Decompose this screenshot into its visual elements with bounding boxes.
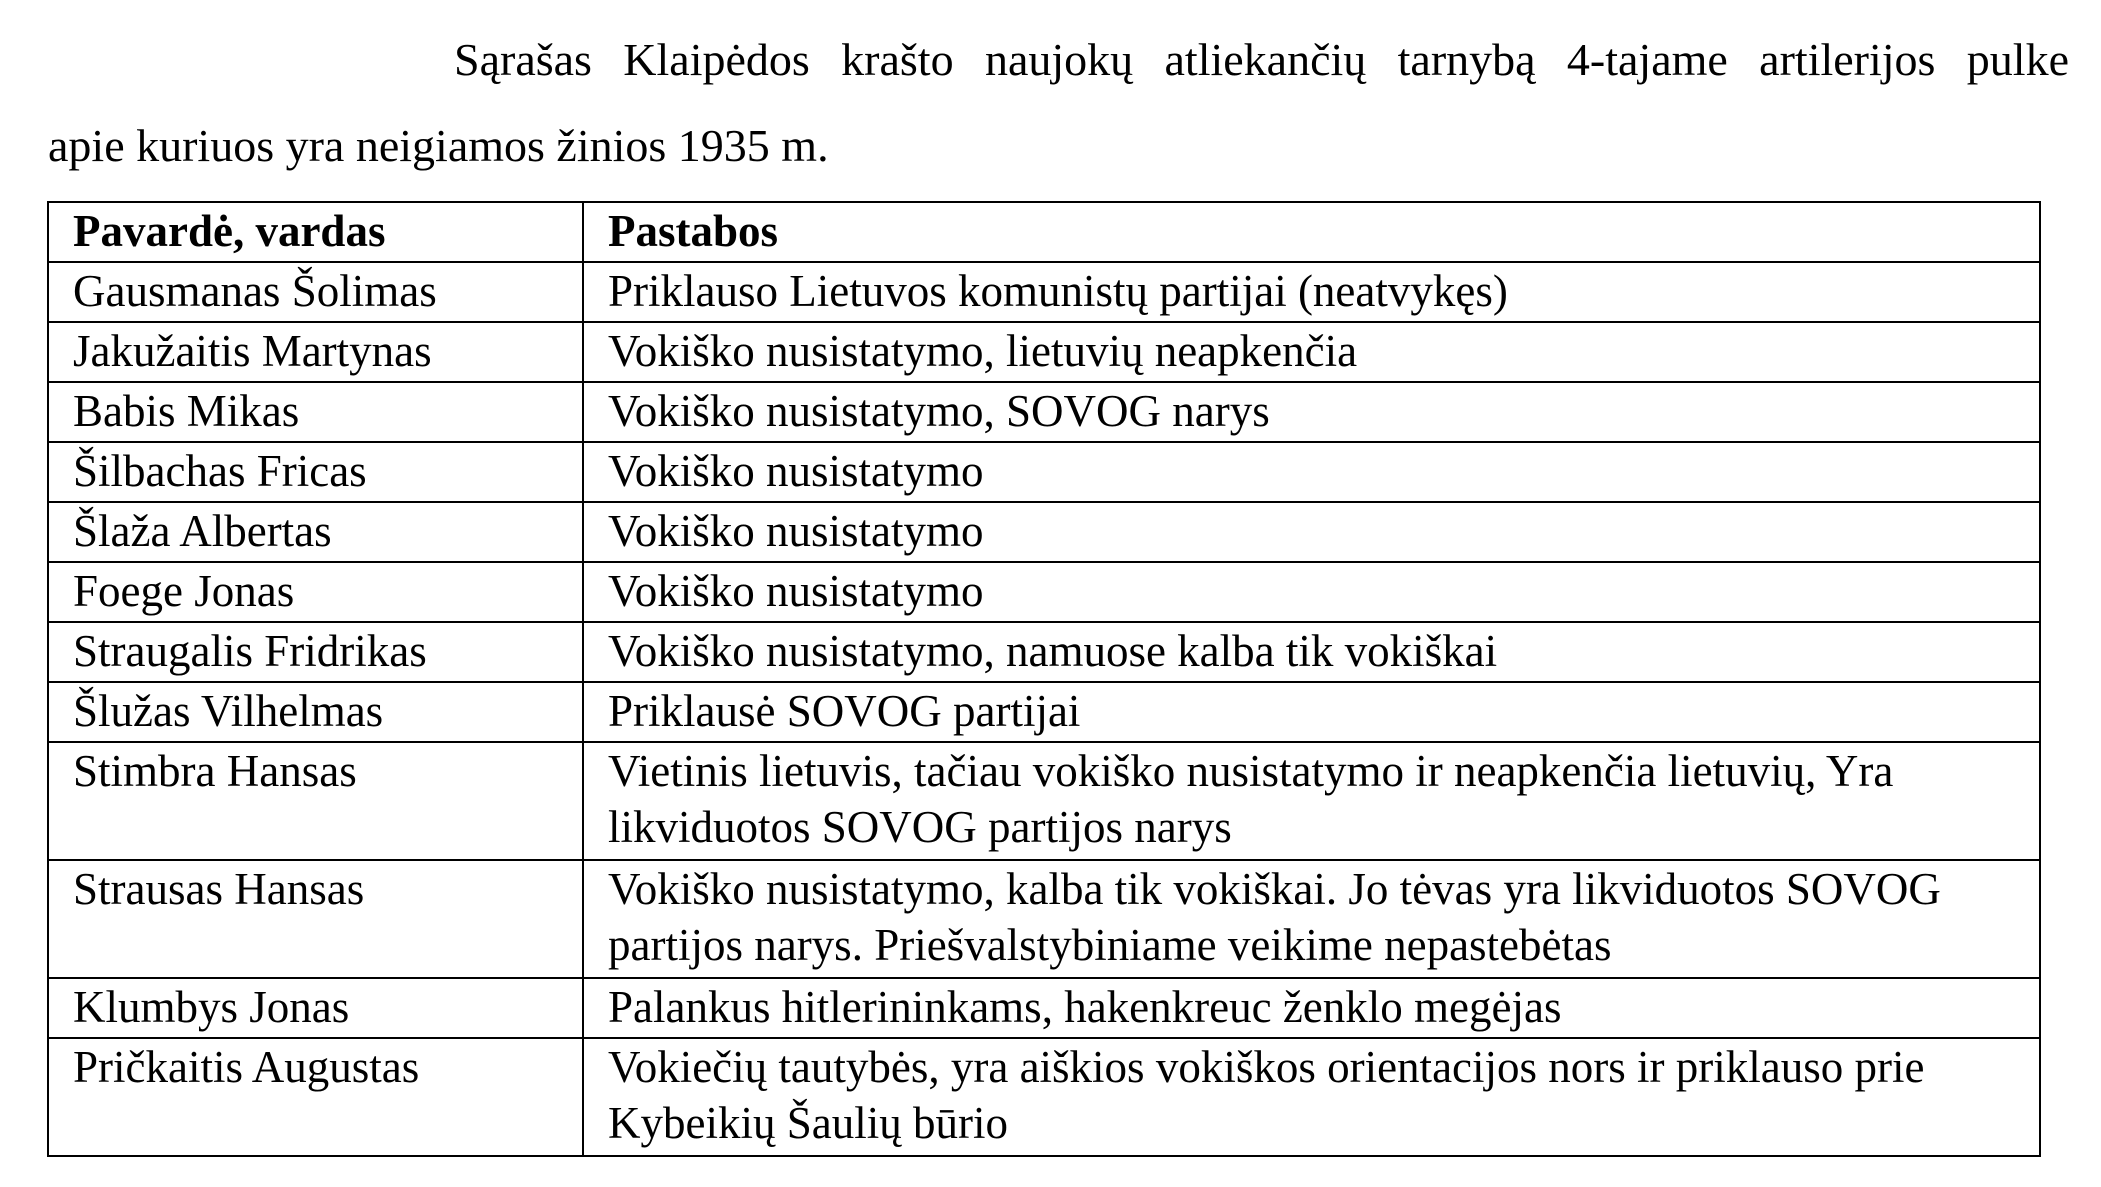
table-row (48, 382, 2040, 442)
row-name-cell: Strausas Hansas (48, 860, 583, 978)
table-row (48, 682, 2040, 742)
row-name-cell: Foege Jonas (48, 562, 583, 622)
table-row (48, 322, 2040, 382)
row-note-cell: Vokiško nusistatymo, lietuvių neapkenčia (583, 322, 2040, 382)
column-header-notes: Pastabos (583, 202, 2040, 262)
row-note-cell: Priklausė SOVOG partijai (583, 682, 2040, 742)
row-note-cell: Palankus hitlerininkams, hakenkreuc ženklo megėjas (583, 978, 2040, 1038)
table-row (48, 562, 2040, 622)
document-title-line-1: Sąrašas Klaipėdos krašto naujokų atliekančių tarnybą 4-tajame artilerijos pulke (454, 34, 2069, 85)
table-row (48, 978, 2040, 1038)
row-note-cell: Vokiško nusistatymo (583, 442, 2040, 502)
table-row (48, 442, 2040, 502)
table-row (48, 742, 2040, 860)
row-note-cell: Vokiško nusistatymo, SOVOG narys (583, 382, 2040, 442)
row-note-cell: Vokiško nusistatymo, namuose kalba tik vokiškai (583, 622, 2040, 682)
records-table (47, 201, 2041, 1157)
row-name-cell: Šlužas Vilhelmas (48, 682, 583, 742)
column-header-name: Pavardė, vardas (48, 202, 583, 262)
row-name-cell: Pričkaitis Augustas (48, 1038, 583, 1156)
row-note-cell: Vokiško nusistatymo (583, 562, 2040, 622)
row-name-cell: Šilbachas Fricas (48, 442, 583, 502)
row-note-cell: Vokiečių tautybės, yra aiškios vokiškos orientacijos nors ir priklauso prie Kybeikių Šaulių būrio (583, 1038, 2040, 1156)
table-row (48, 262, 2040, 322)
table-row (48, 502, 2040, 562)
document-title-line-2: apie kuriuos yra neigiamos žinios 1935 m. (48, 120, 829, 171)
row-note-cell: Priklauso Lietuvos komunistų partijai (neatvykęs) (583, 262, 2040, 322)
table-row (48, 1038, 2040, 1156)
row-note-cell: Vokiško nusistatymo (583, 502, 2040, 562)
table-row (48, 860, 2040, 978)
row-name-cell: Straugalis Fridrikas (48, 622, 583, 682)
row-name-cell: Gausmanas Šolimas (48, 262, 583, 322)
row-name-cell: Stimbra Hansas (48, 742, 583, 860)
table-header-row (48, 202, 2040, 262)
row-note-cell: Vietinis lietuvis, tačiau vokiško nusistatymo ir neapkenčia lietuvių, Yra likviduotos SOVOG partijos narys (583, 742, 2040, 860)
row-name-cell: Šlaža Albertas (48, 502, 583, 562)
row-name-cell: Babis Mikas (48, 382, 583, 442)
row-name-cell: Jakužaitis Martynas (48, 322, 583, 382)
row-name-cell: Klumbys Jonas (48, 978, 583, 1038)
table-row (48, 622, 2040, 682)
row-note-cell: Vokiško nusistatymo, kalba tik vokiškai. Jo tėvas yra likviduotos SOVOG partijos narys. Priešvalstybiniame veikime nepastebėtas (583, 860, 2040, 978)
